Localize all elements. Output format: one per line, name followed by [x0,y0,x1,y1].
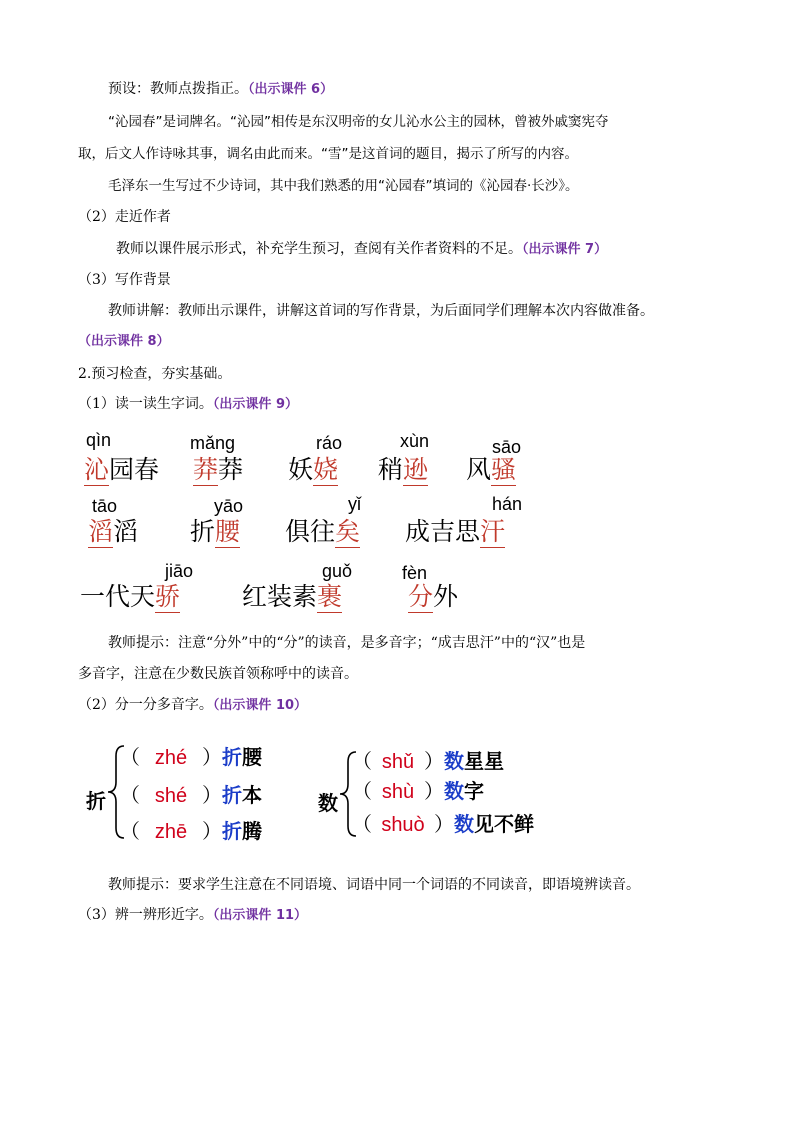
word-pre: 风 [466,455,492,484]
author-line [116,240,607,259]
courseware-ref: （出示课件 6） [248,82,334,97]
heading-polyphonic-text: （2）分一分多音字。 [78,697,213,713]
polyphonic-char-shu: 数 [318,791,338,815]
highlight-char: 娆 [313,455,339,484]
pinyin: ráo [316,433,343,453]
heading-background: （3）写作背景 [78,272,171,288]
polyphonic-char: 折 [222,745,242,769]
word-pre: 俱往 [285,517,336,546]
vocab-word [288,455,338,485]
highlight-char: 汗 [480,517,506,546]
polyphonic-row [352,778,484,805]
highlight-char: 骚 [491,455,517,484]
heading-author: （2）走近作者 [78,209,171,225]
vocab-word [84,455,159,485]
heading-similar-chars [78,906,307,925]
word-rest: 滔 [113,517,139,546]
pinyin: guǒ [322,561,353,581]
pinyin: sāo [492,437,522,457]
word-rest: 见不鲜 [474,812,534,836]
highlight-char: 骄 [155,582,181,611]
word-rest: 腾 [242,819,262,843]
courseware-ref: （出示课件 8） [78,334,170,349]
pinyin: shù [381,781,415,803]
polyphonic-row [352,811,534,838]
word-rest: 字 [464,779,484,803]
teacher-tip-context: 教师提示：要求学生注意在不同语境、词语中同一个词语的不同读音，即语境辨读音。 [108,877,640,893]
word-pre: 红装素 [242,582,318,611]
pinyin: shé [154,785,188,807]
paren-open: （ [120,819,140,843]
pinyin: yāo [214,496,244,516]
section-preview-check: 2.预习检查，夯实基础。 [78,366,232,382]
heading-similar-text: （3）辨一辨形近字。 [78,907,213,923]
word-rest: 莽 [218,455,244,484]
heading-polyphonic [78,696,307,715]
pinyin: mǎng [190,433,236,453]
pinyin: hán [492,494,523,514]
paren-open: （ [352,749,372,773]
highlight-char: 矣 [335,517,361,546]
pinyin: qìn [86,430,112,450]
word-pre: 稍 [378,455,404,484]
vocab-word [378,455,428,485]
highlight-char: 莽 [193,455,219,484]
preset-text: 预设：教师点拨指正。 [108,81,248,97]
highlight-char: 裹 [317,582,343,611]
polyphonic-row [120,744,262,771]
heading-read [78,395,298,414]
polyphonic-char: 数 [444,779,464,803]
polyphonic-char: 数 [444,749,464,773]
polyphonic-row [120,782,262,809]
vocab-word [88,517,138,547]
vocab-word [405,517,505,547]
paren-close: ） [424,779,444,803]
paren-open: （ [352,812,372,836]
heading-read-text: （1）读一读生字词。 [78,396,213,412]
paren-open: （ [120,745,140,769]
pinyin: jiāo [165,561,194,581]
pinyin: yǐ [348,494,361,514]
pinyin: tāo [92,496,118,516]
paren-close: ） [202,745,222,769]
paren-close: ） [202,783,222,807]
author-text: 教师以课件展示形式，补充学生预习，查阅有关作者资料的不足。 [116,241,522,257]
paren-close: ） [202,819,222,843]
word-rest: 外 [433,582,459,611]
highlight-char: 滔 [88,517,114,546]
courseware-ref: （出示课件 10） [212,698,308,713]
word-rest: 本 [242,783,262,807]
highlight-char: 分 [408,582,434,611]
teacher-tip-line-1: 教师提示：注意“分外”中的“分”的读音，是多音字；“成吉思汗”中的“汉”也是 [108,635,586,651]
paren-open: （ [120,783,140,807]
background-line: 教师讲解：教师出示课件，讲解这首词的写作背景，为后面同学们理解本次内容做准备。 [108,303,654,319]
word-pre: 折 [190,517,216,546]
preset-line [108,80,333,99]
vocab-word [190,517,240,547]
polyphonic-row [120,818,262,845]
highlight-char: 腰 [215,517,241,546]
courseware-ref: （出示课件 9） [212,397,298,412]
pinyin: xùn [400,431,430,451]
word-rest: 园春 [109,455,160,484]
cipai-line-2: 取，后文人作诗咏其事，调名由此而来。“雪”是这首词的题目，揭示了所写的内容。 [78,146,578,162]
pinyin: zhē [154,821,188,843]
paren-close: ） [434,812,454,836]
vocab-word [193,455,243,485]
polyphonic-char: 折 [222,783,242,807]
vocab-word [408,582,458,612]
cipai-line-1: “沁园春”是词牌名。“沁园”相传是东汉明帝的女儿沁水公主的园林，曾被外戚窦宪夺 [108,114,609,130]
polyphonic-row [352,748,504,775]
courseware-ref: （出示课件 7） [522,242,608,257]
vocab-word [80,582,180,612]
highlight-char: 沁 [84,455,110,484]
polyphonic-char: 折 [222,819,242,843]
pinyin: fèn [402,563,428,583]
pinyin: shuò [381,814,425,836]
pinyin: zhé [154,747,188,769]
courseware-ref: （出示课件 11） [212,908,308,923]
maozedong-line: 毛泽东一生写过不少诗词，其中我们熟悉的用“沁园春”填词的《沁园春·长沙》。 [108,178,579,194]
vocab-word [285,517,360,547]
vocab-word [242,582,342,612]
paren-open: （ [352,779,372,803]
word-rest: 腰 [242,745,262,769]
word-pre: 一代天 [80,582,156,611]
polyphonic-char-zhe: 折 [86,789,106,813]
word-rest: 星星 [464,749,504,773]
teacher-tip-line-2: 多音字，注意在少数民族首领称呼中的读音。 [78,666,358,682]
pinyin: shǔ [381,751,415,773]
vocab-word [466,455,516,485]
polyphonic-char: 数 [454,812,474,836]
word-pre: 成吉思 [405,517,481,546]
word-pre: 妖 [288,455,314,484]
paren-close: ） [424,749,444,773]
highlight-char: 逊 [403,455,429,484]
